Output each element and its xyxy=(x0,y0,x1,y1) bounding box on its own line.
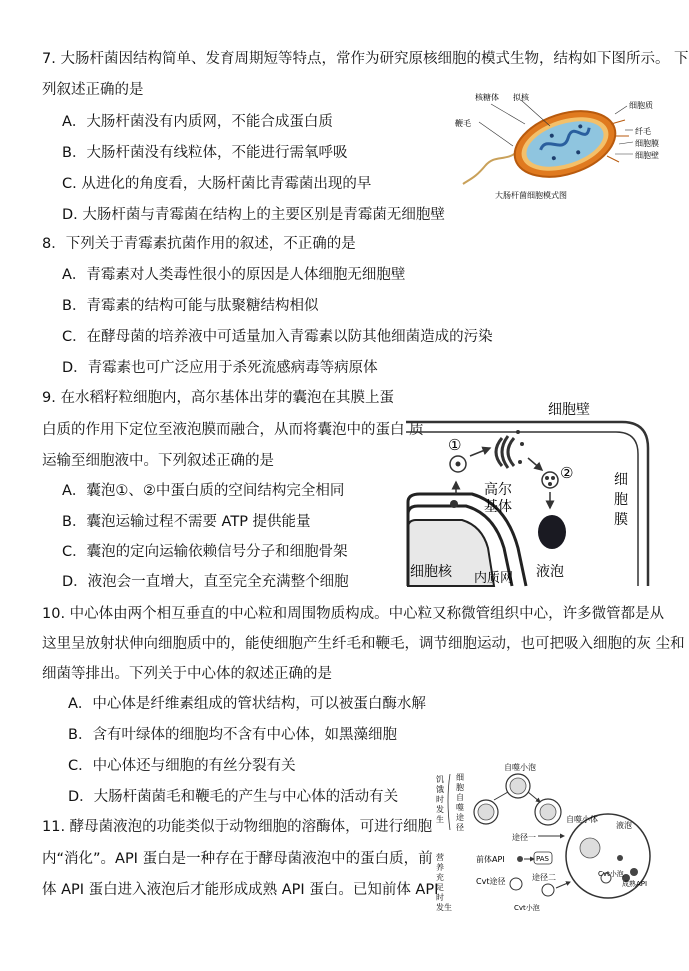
q11-stem-line1: 11. 酵母菌液泡的功能类似于动物细胞的溶酶体，可进行细胞 xyxy=(42,819,433,835)
autophagy-diagram xyxy=(430,760,658,915)
q9-stem-line2: 白质的作用下定位至液泡膜而融合，从而将囊泡中的蛋白 质 xyxy=(42,422,424,438)
membrane-label: 细胞膜 xyxy=(635,139,659,148)
q11-stem-line3: 体 API 蛋白进入液泡后才能形成成熟 API 蛋白。已知前体 API xyxy=(42,882,439,898)
pathway1-label: 途径一 xyxy=(512,833,536,842)
precursor-api-label: 前体API xyxy=(476,855,505,864)
vesicle-figure xyxy=(402,398,654,588)
q7-option-b: B．大肠杆菌没有线粒体，不能进行需氧呼吸 xyxy=(62,145,348,161)
q9-stem-line1: 9. 在水稻籽粒细胞内，高尔基体出芽的囊泡在其膜上蛋 xyxy=(42,390,394,406)
wall-label: 细胞壁 xyxy=(635,151,659,160)
ecoli-caption: 大肠杆菌细胞模式图 xyxy=(495,191,567,200)
golgi-label-1: 高尔 xyxy=(484,482,512,498)
cvt-route-label: Cvt途径 xyxy=(476,877,506,886)
autophagosome-label: 自噬小泡 xyxy=(504,763,536,772)
vesicle-2-label: ② xyxy=(560,464,574,482)
golgi-shape xyxy=(496,436,514,468)
flagellum-label: 鞭毛 xyxy=(455,119,471,128)
er-label: 内质网 xyxy=(474,571,514,586)
ribosome-label: 核糖体 xyxy=(475,93,499,102)
q10-stem-line1: 10. 中心体由两个相互垂直的中心粒和周围物质构成。中心粒又称微管组织中心，许多微管都是从 xyxy=(42,606,665,622)
q8-option-a: A．青霉素对人类毒性很小的原因是人体细胞无细胞壁 xyxy=(62,267,406,283)
q9-option-b: B．囊泡运输过程不需要 ATP 提供能量 xyxy=(62,514,311,530)
flagellum-line xyxy=(463,152,517,184)
cvt-vesicle-in-label: Cvt小泡 xyxy=(598,870,624,878)
cell-membrane-label-3: 膜 xyxy=(614,512,628,528)
ecoli-figure xyxy=(455,84,659,204)
vacuole-shape xyxy=(538,515,566,549)
q9-option-a: A．囊泡①、②中蛋白质的空间结构完全相同 xyxy=(62,483,345,499)
cell-wall-label: 细胞壁 xyxy=(548,402,590,418)
cell-membrane-label-1: 细 xyxy=(614,472,628,488)
q10-option-d: D．大肠杆菌菌毛和鞭毛的产生与中心体的活动有关 xyxy=(68,789,399,805)
autophagy-figure xyxy=(430,760,658,915)
nutrient-label: 营养充足时发生 xyxy=(436,853,452,912)
q7-option-d: D. 大肠杆菌与青霉菌在结构上的主要区别是青霉菌无细胞壁 xyxy=(62,207,445,223)
pas-label: PAS xyxy=(536,855,550,863)
vesicle-1-label: ① xyxy=(448,436,462,454)
q7-option-c: C. 从进化的角度看，大肠杆菌比青霉菌出现的早 xyxy=(62,176,372,192)
golgi-label-2: 基体 xyxy=(484,499,512,515)
q8-stem: 8．下列关于青霉素抗菌作用的叙述，不正确的是 xyxy=(42,236,356,252)
cell-membrane-label-2: 胞 xyxy=(614,492,628,508)
autophagic-body-label: 自噬小体 xyxy=(566,815,598,824)
q10-option-b: B．含有叶绿体的细胞均不含有中心体，如黑藻细胞 xyxy=(68,727,397,743)
q8-option-b: B．青霉素的结构可能与肽聚糖结构相似 xyxy=(62,298,319,314)
nucleoid-label: 拟核 xyxy=(513,93,529,102)
q10-stem-line3: 细菌等排出。下列关于中心体的叙述正确的是 xyxy=(42,666,332,682)
vesicle-diagram xyxy=(402,398,654,588)
pathway2-label: 途径二 xyxy=(532,873,556,882)
q11-stem-line2: 内“消化”。API 蛋白是一种存在于酵母菌液泡中的蛋白质，前 xyxy=(42,851,433,867)
q10-option-c: C．中心体还与细胞的有丝分裂有关 xyxy=(68,758,296,774)
q8-option-d: D．青霉素也可广泛应用于杀死流感病毒等病原体 xyxy=(62,360,378,376)
q9-option-c: C．囊泡的定向运输依赖信号分子和细胞骨架 xyxy=(62,544,348,560)
cell-pathway-label: 细胞自噬途径 xyxy=(456,773,464,832)
ecoli-diagram xyxy=(455,84,659,204)
q10-option-a: A．中心体是纤维素组成的管状结构，可以被蛋白酶水解 xyxy=(68,696,426,712)
starve-label: 饥饿时发生 xyxy=(436,775,444,824)
cvt-vesicle-label: Cvt小泡 xyxy=(514,904,540,912)
mature-api-label: 成熟API xyxy=(622,880,648,888)
vacuole-label-q11: 液泡 xyxy=(616,821,632,830)
q7-stem-line1: 7. 大肠杆菌因结构简单、发育周期短等特点，常作为研究原核细胞的模式生物，结构如下图所示。 下 xyxy=(42,51,689,67)
q10-stem-line2: 这里呈放射状伸向细胞质中的，能使细胞产生纤毛和鞭毛，调节细胞运动，也可把吸入细胞的灰 尘和 xyxy=(42,636,685,652)
q8-option-c: C．在酵母菌的培养液中可适量加入青霉素以防其他细菌造成的污染 xyxy=(62,329,493,345)
cytoplasm-label: 细胞质 xyxy=(629,101,653,110)
q7-option-a: A．大肠杆菌没有内质网，不能合成蛋白质 xyxy=(62,114,333,130)
vacuole-label: 液泡 xyxy=(536,564,564,580)
q9-stem-line3: 运输至细胞液中。下列叙述正确的是 xyxy=(42,453,274,469)
nucleus-label: 细胞核 xyxy=(410,564,452,580)
q7-stem-line2: 列叙述正确的是 xyxy=(42,82,144,98)
pili-label: 纤毛 xyxy=(635,127,651,136)
q9-option-d: D．液泡会一直增大，直至完全充满整个细胞 xyxy=(62,574,349,590)
